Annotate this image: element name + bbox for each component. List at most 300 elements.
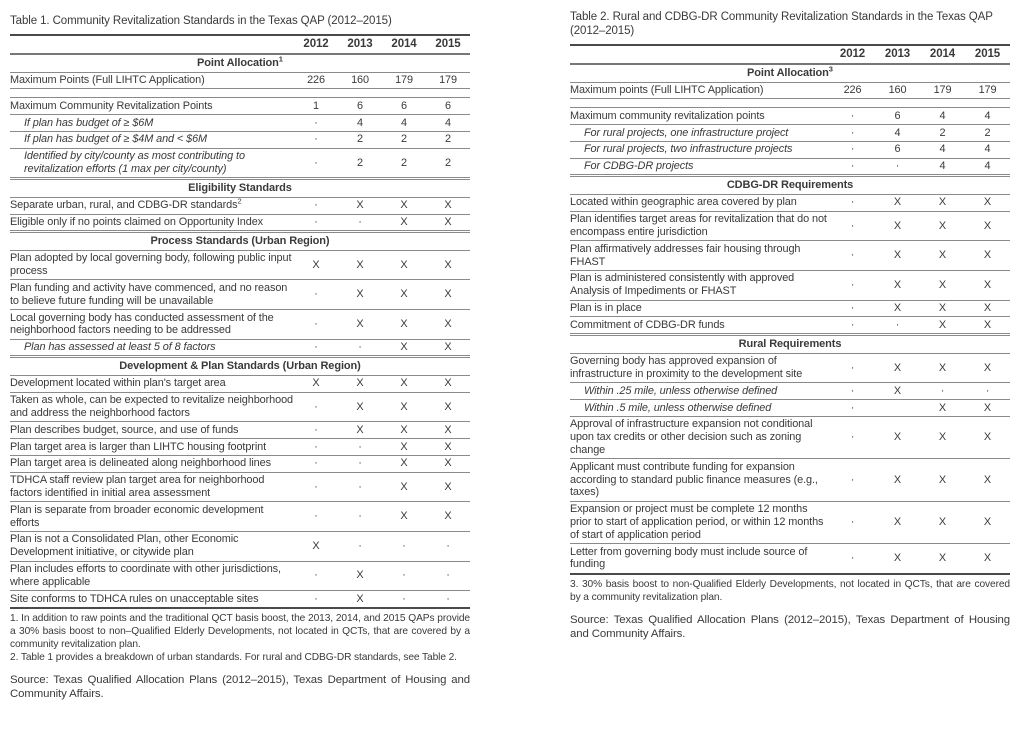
section-header-label: Rural Requirements xyxy=(738,338,842,351)
cell-value: X xyxy=(875,353,920,383)
section-header-row xyxy=(10,232,470,251)
cell-value: 2 xyxy=(426,131,470,148)
row-label-text: TDHCA staff review plan target area for neighborhood factors identified in initial area assessment xyxy=(10,474,265,500)
cell-value: · xyxy=(294,310,338,340)
row-label-text: Development located within plan's target area xyxy=(10,377,226,390)
cell-value: 1 xyxy=(294,98,338,115)
section-header-label: Point Allocation xyxy=(747,67,829,79)
cell-value: · xyxy=(830,400,875,417)
row-label-text: Located within geographic area covered by plan xyxy=(570,196,797,209)
cell-value: X xyxy=(965,416,1010,458)
cell-value: X xyxy=(920,400,965,417)
cell-value: X xyxy=(920,300,965,317)
cell-value: X xyxy=(875,300,920,317)
cell-value: 4 xyxy=(920,141,965,158)
cell-value: X xyxy=(338,561,382,591)
table-row xyxy=(10,148,470,179)
cell-value: X xyxy=(965,194,1010,211)
row-label-text: For CDBG-DR projects xyxy=(584,160,694,173)
cell-value: · xyxy=(294,197,338,214)
section-header-label: CDBG-DR Requirements xyxy=(726,179,854,192)
cell-value: X xyxy=(875,501,920,543)
cell-value: X xyxy=(338,591,382,608)
cell-value: X xyxy=(875,194,920,211)
cell-value: X xyxy=(382,455,426,472)
cell-value: X xyxy=(920,416,965,458)
section-header-row xyxy=(10,54,470,72)
table-row xyxy=(570,211,1010,241)
empty-header-cell xyxy=(10,35,294,54)
cell-value: · xyxy=(830,125,875,142)
row-label xyxy=(10,422,294,439)
row-label xyxy=(10,375,294,392)
cell-value: X xyxy=(294,531,338,561)
row-label xyxy=(10,455,294,472)
cell-value: X xyxy=(920,544,965,574)
row-label-text: Commitment of CDBG-DR funds xyxy=(570,318,725,331)
cell-value: X xyxy=(875,211,920,241)
cell-value: 2 xyxy=(965,125,1010,142)
row-label-text: Taken as whole, can be expected to revitalize neighborhood and address the neighborhood factors xyxy=(10,394,293,420)
table-row xyxy=(570,82,1010,99)
cell-value: · xyxy=(294,280,338,310)
cell-value: · xyxy=(830,383,875,400)
table-row xyxy=(10,392,470,422)
cell-value: · xyxy=(294,591,338,608)
row-label-text: Separate urban, rural, and CDBG-DR standards xyxy=(10,199,238,212)
section-header-row xyxy=(570,176,1010,195)
cell-value: X xyxy=(426,214,470,232)
year-header: 2015 xyxy=(426,35,470,54)
row-label xyxy=(10,72,294,89)
empty-header-cell xyxy=(570,45,830,64)
cell-value: X xyxy=(382,439,426,456)
row-label-text: Plan funding and activity have commenced, and no reason to believe future funding will be unavailable xyxy=(10,281,288,307)
table2-title: Table 2. Rural and CDBG-DR Community Revitalization Standards in the Texas QAP (2012–2015) xyxy=(570,11,993,37)
row-label-text: Site conforms to TDHCA rules on unacceptable sites xyxy=(10,592,259,605)
cell-value: X xyxy=(875,270,920,300)
table-row xyxy=(10,561,470,591)
spacer-row xyxy=(570,99,1010,108)
cell-value: · xyxy=(294,439,338,456)
cell-value: X xyxy=(426,422,470,439)
cell-value: X xyxy=(338,422,382,439)
cell-value: · xyxy=(830,158,875,176)
cell-value: X xyxy=(426,339,470,357)
row-label xyxy=(10,250,294,280)
cell-value xyxy=(875,400,920,417)
cell-value: 4 xyxy=(875,125,920,142)
table-row xyxy=(570,544,1010,574)
cell-value: 4 xyxy=(965,141,1010,158)
cell-value: · xyxy=(294,502,338,532)
row-label-text: Within .25 mile, unless otherwise defined xyxy=(584,384,778,397)
cell-value: 6 xyxy=(875,141,920,158)
table-row xyxy=(570,194,1010,211)
cell-value: X xyxy=(294,375,338,392)
cell-value: X xyxy=(426,250,470,280)
cell-value: X xyxy=(382,280,426,310)
cell-value: X xyxy=(382,250,426,280)
table-row xyxy=(10,131,470,148)
section-header-row xyxy=(570,64,1010,82)
row-label xyxy=(570,141,830,158)
row-label-text: For rural projects, two infrastructure projects xyxy=(584,143,793,156)
section-header-label: Development & Plan Standards (Urban Region) xyxy=(119,360,361,373)
cell-value: · xyxy=(338,531,382,561)
section-header-label: Process Standards (Urban Region) xyxy=(150,235,330,248)
row-label xyxy=(570,353,830,383)
cell-value: X xyxy=(338,310,382,340)
cell-value: · xyxy=(830,108,875,125)
row-label-text: Plan is administered consistently with approved Analysis of Impediments or FHAST xyxy=(570,272,795,298)
row-label-text: Maximum Community Revitalization Points xyxy=(10,99,213,112)
spacer-cell xyxy=(10,89,470,98)
table2-footnotes xyxy=(570,578,1010,604)
row-label xyxy=(570,194,830,211)
row-label xyxy=(570,317,830,335)
row-label-text: Governing body has approved expansion of infrastructure in proximity to the development site xyxy=(570,355,803,380)
cell-value: · xyxy=(830,317,875,335)
row-label xyxy=(10,131,294,148)
year-header: 2015 xyxy=(965,45,1010,64)
row-label xyxy=(10,148,294,179)
cell-value: · xyxy=(294,561,338,591)
cell-value: X xyxy=(875,459,920,501)
cell-value: X xyxy=(965,400,1010,417)
cell-value: X xyxy=(426,197,470,214)
cell-value: 6 xyxy=(382,98,426,115)
table-row xyxy=(570,353,1010,383)
cell-value: X xyxy=(382,502,426,532)
cell-value: X xyxy=(294,250,338,280)
row-label-text: Approval of infrastructure expansion not conditional upon tax credits or other decision such as zoning change xyxy=(570,418,813,456)
cell-value: X xyxy=(426,439,470,456)
section-header-label: Eligibility Standards xyxy=(188,182,292,195)
row-label-text: Plan target area is larger than LIHTC housing footprint xyxy=(10,440,267,453)
table-row xyxy=(570,270,1010,300)
section-header-label: Point Allocation xyxy=(197,57,279,69)
row-label-text: Plan has assessed at least 5 of 8 factors xyxy=(24,341,216,354)
row-label xyxy=(570,108,830,125)
cell-value: · xyxy=(830,300,875,317)
row-label-text: Identified by city/county as most contributing to revitalization efforts (1 max per city/county) xyxy=(24,150,245,175)
cell-value: X xyxy=(426,310,470,340)
cell-value: · xyxy=(382,531,426,561)
cell-value: X xyxy=(382,392,426,422)
cell-value: · xyxy=(830,270,875,300)
cell-value: X xyxy=(338,375,382,392)
table-row xyxy=(570,459,1010,501)
table-row xyxy=(10,250,470,280)
cell-value: 4 xyxy=(965,158,1010,176)
cell-value: X xyxy=(426,502,470,532)
cell-value: · xyxy=(830,459,875,501)
cell-value: X xyxy=(426,472,470,502)
table-row xyxy=(10,310,470,340)
cell-value: X xyxy=(965,317,1010,335)
cell-value: X xyxy=(382,339,426,357)
row-label xyxy=(10,472,294,502)
row-label xyxy=(570,459,830,501)
cell-value: X xyxy=(920,270,965,300)
year-header: 2012 xyxy=(830,45,875,64)
cell-value: 179 xyxy=(965,82,1010,99)
cell-value: 6 xyxy=(426,98,470,115)
cell-value: 2 xyxy=(382,131,426,148)
row-label-text: Plan is not a Consolidated Plan, other Economic Development initiative, or citywide plan xyxy=(10,533,239,559)
row-label-text: Plan identifies target areas for revitalization that do not encompass entire jurisdiction xyxy=(570,213,827,239)
row-label xyxy=(570,416,830,458)
cell-value: 179 xyxy=(382,72,426,89)
cell-value: 2 xyxy=(382,148,426,179)
row-label-text: Plan describes budget, source, and use of funds xyxy=(10,423,239,436)
year-header: 2013 xyxy=(875,45,920,64)
row-label-text: Plan adopted by local governing body, following public input process xyxy=(10,252,292,278)
row-label xyxy=(10,531,294,561)
cell-value: X xyxy=(965,270,1010,300)
cell-value: · xyxy=(830,141,875,158)
cell-value: 179 xyxy=(920,82,965,99)
table-row xyxy=(10,502,470,532)
row-label-text: Expansion or project must be complete 12 months prior to start of application period, or within 12 months of start of application period xyxy=(570,503,824,541)
cell-value: X xyxy=(875,416,920,458)
row-label xyxy=(10,339,294,357)
row-label-text: Plan is separate from broader economic development efforts xyxy=(10,503,264,529)
table-row xyxy=(10,531,470,561)
cell-value: X xyxy=(920,211,965,241)
cell-value: 2 xyxy=(426,148,470,179)
cell-value: 2 xyxy=(920,125,965,142)
cell-value: X xyxy=(382,375,426,392)
cell-value: · xyxy=(875,317,920,335)
year-header-row xyxy=(570,45,1010,64)
cell-value: X xyxy=(920,459,965,501)
cell-value: X xyxy=(920,317,965,335)
cell-value: · xyxy=(338,439,382,456)
cell-value: X xyxy=(426,280,470,310)
row-label-text: Local governing body has conducted assessment of the neighborhood factors needing to be addressed xyxy=(10,311,274,337)
cell-value: · xyxy=(294,422,338,439)
row-label-text: Plan target area is delineated along neighborhood lines xyxy=(10,457,271,470)
row-label-text: For rural projects, one infrastructure project xyxy=(584,126,789,139)
row-label xyxy=(570,501,830,543)
cell-value: X xyxy=(426,455,470,472)
section-header-row xyxy=(570,335,1010,354)
cell-value: X xyxy=(338,197,382,214)
table-row xyxy=(570,108,1010,125)
cell-value: X xyxy=(875,241,920,271)
section-header-row xyxy=(10,179,470,198)
cell-value: 6 xyxy=(338,98,382,115)
cell-value: X xyxy=(965,300,1010,317)
cell-value: 2 xyxy=(338,131,382,148)
row-label xyxy=(570,270,830,300)
table-row xyxy=(10,422,470,439)
row-label-text: Letter from governing body must include source of funding xyxy=(570,545,808,571)
section-header xyxy=(10,357,470,376)
row-label xyxy=(10,280,294,310)
cell-value: 160 xyxy=(875,82,920,99)
table2-source-note: Source: Texas Qualified Allocation Plans (2012–2015), Texas Department of Housing and Community Affairs. xyxy=(570,613,1010,641)
row-label-text: Maximum points (Full LIHTC Application) xyxy=(570,84,764,96)
cell-value: · xyxy=(830,501,875,543)
row-label-text: If plan has budget of ≥ $4M and < $6M xyxy=(24,133,208,146)
table-row xyxy=(570,501,1010,543)
table-row xyxy=(10,375,470,392)
row-label xyxy=(10,439,294,456)
cell-value: X xyxy=(875,544,920,574)
section-header xyxy=(570,176,1010,195)
row-label xyxy=(10,392,294,422)
table-row xyxy=(10,72,470,89)
cell-value: · xyxy=(338,214,382,232)
cell-value: X xyxy=(920,241,965,271)
table-row xyxy=(10,98,470,115)
row-label xyxy=(570,383,830,400)
cell-value: X xyxy=(382,472,426,502)
table-row xyxy=(570,241,1010,271)
footnote: 1. In addition to raw points and the traditional QCT basis boost, the 2013, 2014, and 2015 QAPs provide a 30% basis boost to non–Qualified Elderly Developments, not located in QCTs, that are covered by a community revitalization plan. xyxy=(10,612,470,650)
cell-value: X xyxy=(920,501,965,543)
table2-panel xyxy=(570,10,1010,642)
cell-value: X xyxy=(338,250,382,280)
footnote-marker: 3 xyxy=(828,64,833,74)
cell-value: · xyxy=(338,339,382,357)
table-row xyxy=(570,300,1010,317)
table-row xyxy=(570,400,1010,417)
cell-value: · xyxy=(294,455,338,472)
cell-value: · xyxy=(830,353,875,383)
spacer-row xyxy=(10,89,470,98)
table-row xyxy=(10,214,470,232)
cell-value: 226 xyxy=(830,82,875,99)
cell-value: X xyxy=(382,422,426,439)
cell-value: 2 xyxy=(338,148,382,179)
cell-value: 179 xyxy=(426,72,470,89)
year-header-row xyxy=(10,35,470,54)
cell-value: X xyxy=(426,375,470,392)
cell-value: 4 xyxy=(920,108,965,125)
cell-value: · xyxy=(294,392,338,422)
cell-value: X xyxy=(426,392,470,422)
cell-value: · xyxy=(830,194,875,211)
row-label xyxy=(570,400,830,417)
table1 xyxy=(10,34,470,609)
table-row xyxy=(570,317,1010,335)
cell-value: · xyxy=(426,591,470,608)
cell-value: · xyxy=(382,561,426,591)
year-header: 2012 xyxy=(294,35,338,54)
cell-value: · xyxy=(382,591,426,608)
row-label-text: If plan has budget of ≥ $6M xyxy=(24,116,154,129)
table-row xyxy=(570,383,1010,400)
cell-value: X xyxy=(382,197,426,214)
cell-value: · xyxy=(830,241,875,271)
cell-value: X xyxy=(338,392,382,422)
table-row xyxy=(10,591,470,608)
cell-value: · xyxy=(294,148,338,179)
row-label xyxy=(570,300,830,317)
row-label xyxy=(10,502,294,532)
cell-value: X xyxy=(965,211,1010,241)
row-label-text: Eligible only if no points claimed on Opportunity Index xyxy=(10,216,263,229)
cell-value: 4 xyxy=(965,108,1010,125)
row-label xyxy=(10,214,294,232)
row-label xyxy=(10,197,294,214)
section-header-row xyxy=(10,357,470,376)
cell-value: · xyxy=(830,211,875,241)
year-header: 2013 xyxy=(338,35,382,54)
table1-title: Table 1. Community Revitalization Standards in the Texas QAP (2012–2015) xyxy=(10,15,392,27)
table1-panel xyxy=(10,14,470,702)
table-row xyxy=(10,115,470,132)
cell-value: · xyxy=(830,544,875,574)
cell-value: · xyxy=(294,214,338,232)
cell-value: · xyxy=(830,416,875,458)
cell-value: · xyxy=(338,472,382,502)
cell-value: · xyxy=(426,561,470,591)
cell-value: · xyxy=(294,472,338,502)
table2 xyxy=(570,44,1010,575)
row-label xyxy=(10,561,294,591)
cell-value: X xyxy=(338,280,382,310)
table-row xyxy=(570,125,1010,142)
year-header: 2014 xyxy=(920,45,965,64)
table-row xyxy=(570,416,1010,458)
cell-value: · xyxy=(338,455,382,472)
table-row xyxy=(10,439,470,456)
row-label-text: Plan affirmatively addresses fair housing through FHAST xyxy=(570,242,801,268)
table-row xyxy=(570,158,1010,176)
section-header xyxy=(10,232,470,251)
table-row xyxy=(10,472,470,502)
cell-value: · xyxy=(875,158,920,176)
row-label xyxy=(570,82,830,99)
cell-value: · xyxy=(294,339,338,357)
section-header xyxy=(570,64,1010,82)
cell-value: X xyxy=(965,241,1010,271)
cell-value: X xyxy=(965,459,1010,501)
row-label xyxy=(570,544,830,574)
cell-value: X xyxy=(920,353,965,383)
cell-value: 4 xyxy=(338,115,382,132)
cell-value: · xyxy=(920,383,965,400)
cell-value: 160 xyxy=(338,72,382,89)
footnote-marker: 2 xyxy=(237,196,242,206)
cell-value: 4 xyxy=(920,158,965,176)
cell-value: X xyxy=(382,310,426,340)
row-label xyxy=(570,158,830,176)
cell-value: · xyxy=(426,531,470,561)
row-label-text: Maximum community revitalization points xyxy=(570,109,765,122)
cell-value: · xyxy=(294,115,338,132)
row-label xyxy=(10,591,294,608)
cell-value: · xyxy=(338,502,382,532)
section-header xyxy=(570,335,1010,354)
row-label xyxy=(10,310,294,340)
cell-value: X xyxy=(965,544,1010,574)
cell-value: X xyxy=(920,194,965,211)
section-header xyxy=(10,179,470,198)
cell-value: · xyxy=(294,131,338,148)
cell-value: 4 xyxy=(426,115,470,132)
table-row xyxy=(10,197,470,214)
table1-footnotes xyxy=(10,612,470,664)
table1-source-note: Source: Texas Qualified Allocation Plans (2012–2015), Texas Department of Housing and Community Affairs. xyxy=(10,673,470,701)
cell-value: 6 xyxy=(875,108,920,125)
cell-value: X xyxy=(965,501,1010,543)
